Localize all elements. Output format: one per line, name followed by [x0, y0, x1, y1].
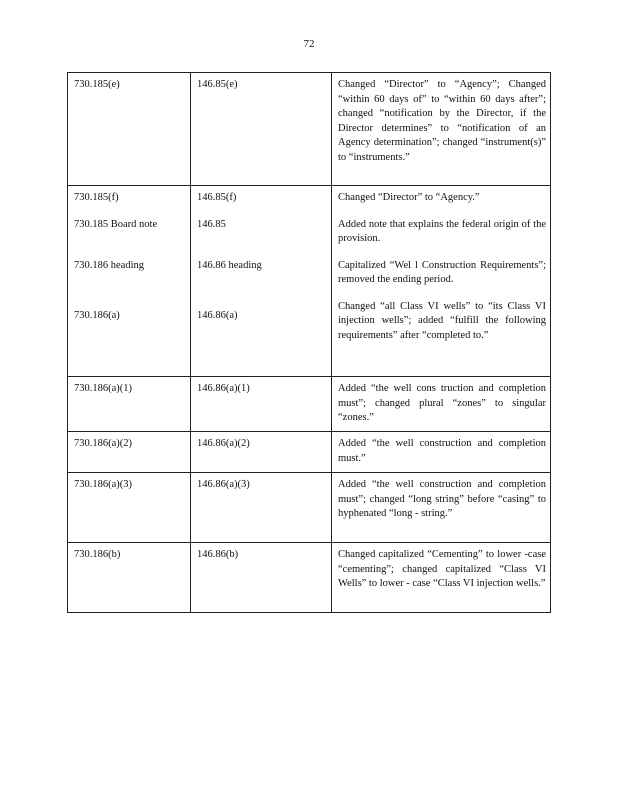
illinois-section-cell: 730.185(e) [68, 73, 191, 186]
illinois-section-cell: 730.186(b) [68, 543, 191, 613]
federal-section-cell [191, 186, 332, 377]
illinois-section-cell: 730.186(a)(2) [68, 432, 191, 473]
section-entry: 730.185 Board note [74, 218, 158, 230]
change-description-cell: Added “the well construction and completion must.” [332, 432, 551, 473]
federal-section-cell: 146.86(a)(2) [191, 432, 332, 473]
change-entry: Changed “all Class VI wells” to “its Class VI injection wells”; added “fulfill the following requirements” after “completed to.” [338, 300, 546, 341]
page-number: 72 [303, 38, 315, 50]
table-row [68, 432, 551, 473]
change-table [67, 72, 551, 613]
federal-section-cell: 146.86(a)(1) [191, 377, 332, 432]
section-entry: 146.85(f) [197, 192, 237, 203]
illinois-section-cell [68, 186, 191, 377]
federal-section-cell: 146.85(e) [191, 73, 332, 186]
section-entry: 146.85 [197, 218, 226, 230]
change-entry: Changed “Director” to “Agency.” [338, 192, 480, 203]
section-entry: 146.86(a) [197, 309, 238, 321]
table-row [68, 543, 551, 613]
change-entry: Added note that explains the federal origin of the provision. [338, 218, 546, 244]
change-entry: Capitalized “Wel l Construction Requirements”; removed the ending period. [338, 259, 546, 285]
table-row [68, 473, 551, 543]
illinois-section-cell: 730.186(a)(1) [68, 377, 191, 432]
section-entry: 730.186 heading [74, 260, 144, 271]
section-entry: 146.86 heading [197, 260, 262, 271]
table-row [68, 73, 551, 186]
federal-section-cell: 146.86(b) [191, 543, 332, 613]
federal-section-cell: 146.86(a)(3) [191, 473, 332, 543]
change-description-cell: Added “the well cons truction and completion must”; changed plural “zones” to singular “zones.” [332, 377, 551, 432]
change-description-cell: Added “the well construction and completion must”; changed “long string” before “casing” to hyphenated “long - string.” [332, 473, 551, 543]
section-entry: 730.186(a) [74, 309, 120, 321]
section-entry: 730.185(f) [74, 192, 119, 203]
change-description-cell [332, 186, 551, 377]
change-description-cell: Changed capitalized “Cementing” to lower -case “cementing”; changed capitalized “Class VI Wells” to lower - case “Class VI injection wells.” [332, 543, 551, 613]
illinois-section-cell: 730.186(a)(3) [68, 473, 191, 543]
table-row [68, 186, 551, 377]
change-description-cell: Changed “Director” to “Agency”; Changed “within 60 days of” to “within 60 days after”; changed “notification by the Director, if the Director determines” to “notification of an Agency determination”; changed “instrument(s)” to “instruments.” [332, 73, 551, 186]
table-row [68, 377, 551, 432]
